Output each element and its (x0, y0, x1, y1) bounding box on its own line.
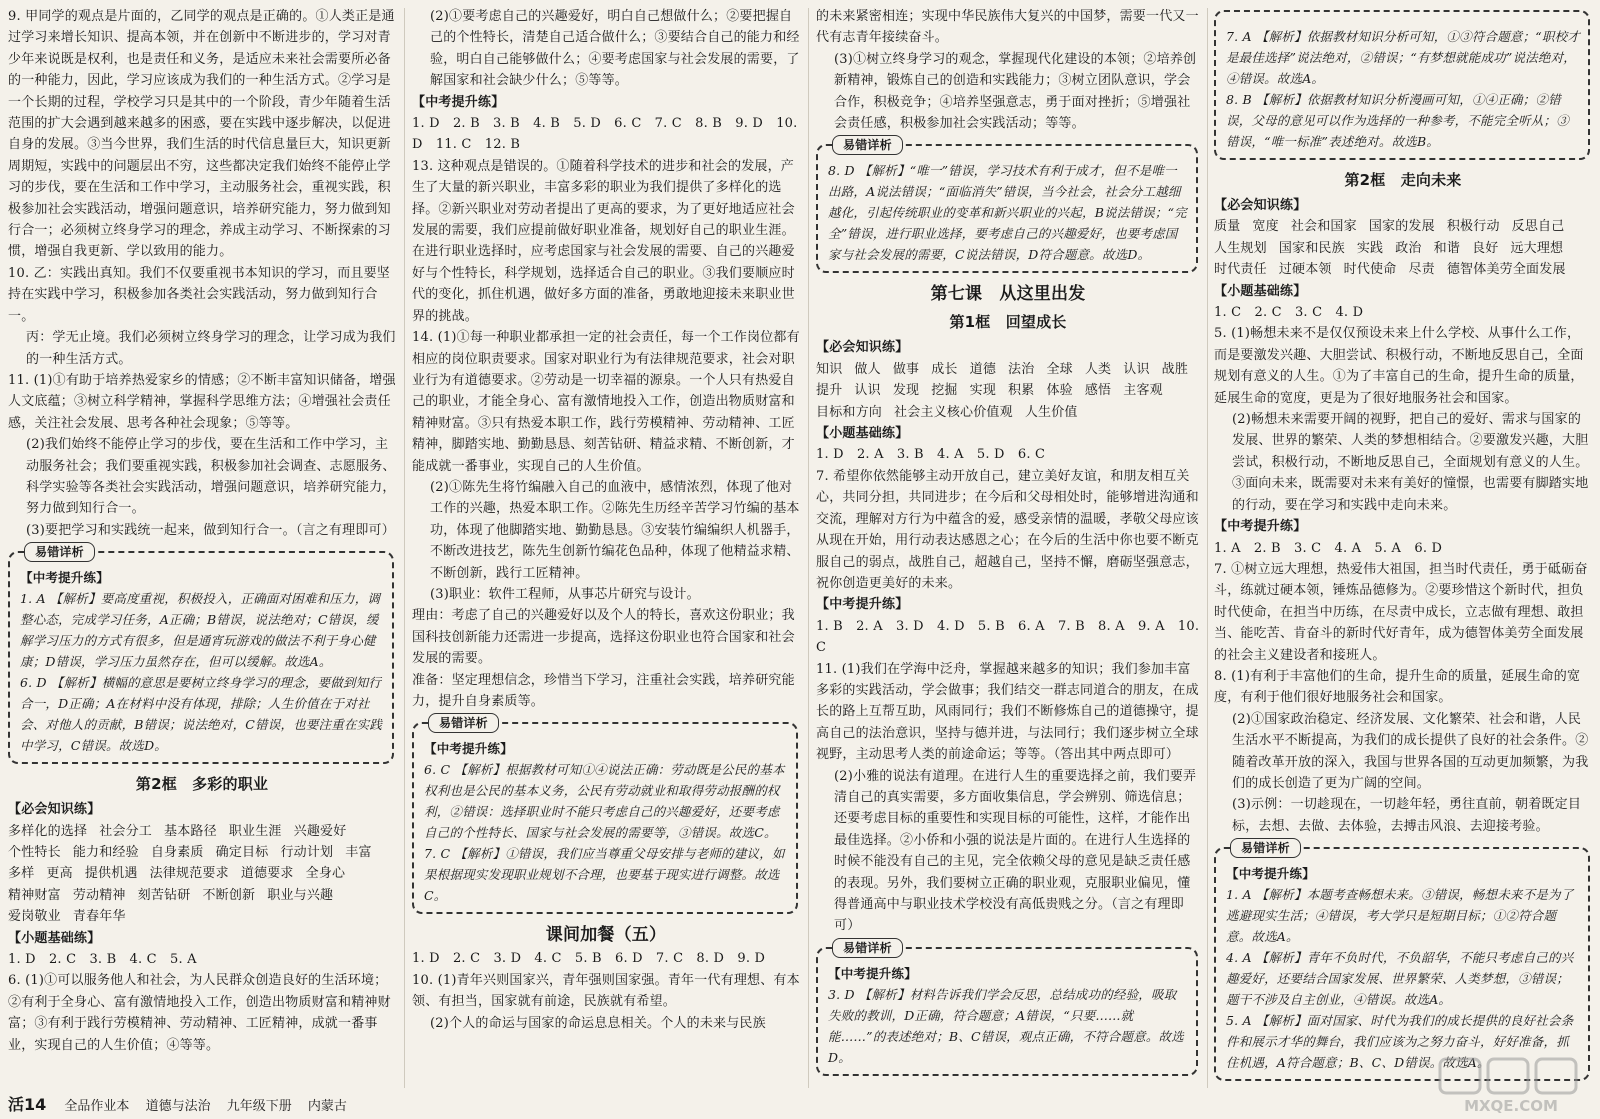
box-answer-4: 4. A 【解析】青年不负时代，不负韶华，不能只考虑自己的兴趣爱好，还要结合国家发展、世界繁荣、人类梦想，③错误；题干不涉及自主创业，④错误。故选A。 (1226, 950, 1574, 1008)
q14-answer-b: (2)①陈先生将竹编融入自己的血液中，感情浓烈，体现了他对工作的兴趣，热爱本职工作。②陈先生历经辛苦学习竹编的基本功，体现了他脚踏实地、勤勤恳恳。③安装竹编编织人机器手，不断改进技艺，陈先生创新竹编花色品种，体现了他精益求精、不断创新，践行工匠精神。 (430, 479, 800, 581)
q5-answer-a: 5. (1)畅想未来不是仅仅预设未来上什么学校、从事什么工作，而是要激发兴趣、大胆尝试、积极行动，不断地反思自己，全面规划有意义的人生。①为了丰富自己的生命，提升生命的质量，延展生命的宽度，更是为了很好地服务社会和国家。 (1214, 326, 1584, 406)
keyword: 多样 (8, 866, 35, 882)
keyword: 积累 (1008, 383, 1035, 399)
basic-answers: 1. D 2. C 3. B 4. C 5. A (8, 952, 197, 967)
advanced-practice-heading: 【中考提升练】 (1214, 519, 1307, 535)
error-analysis-box (1214, 841, 1590, 1081)
keyword: 全球 (1046, 361, 1073, 377)
q14-answer-c: (3)职业：软件工程师，从事芯片研究与设计。 (430, 586, 700, 602)
keyword: 成长 (931, 361, 958, 377)
q6-answer: 6. (1)①可以服务他人和社会，为人民群众创造良好的生活环境；②有利于全身心、富有激情地投入工作，创造出物质财富和精神财富；③有利于践行劳模精神、劳动精神、工匠精神，成就一番事业，实现自己的人生价值；④等等。 (8, 973, 391, 1053)
q7-answer: 7. 希望你依然能够主动开放自己，建立美好友谊，和朋友相互关心，共同分担，共同进步；在今后和父母相处时，能够增进沟通和交流，理解对方行为中蕴含的爱，感受亲情的温暖，孝敬父母应该从现在开始，用行动表达感恩之心；在今后的生活中你也要不断克服自己的弱点，战胜自己，超越自己，坚持不懈，磨砺坚强意志，祝你创造更美好的未来。 (816, 468, 1199, 591)
box-heading: 【中考提升练】 (828, 965, 917, 981)
keyword: 全身心 (305, 866, 346, 882)
page-footer (8, 1094, 608, 1116)
keyword: 职业与兴趣 (267, 887, 334, 903)
box-heading: 【中考提升练】 (1226, 866, 1315, 882)
keyword: 质量 (1214, 219, 1241, 235)
box-answer-5: 5. A 【解析】面对国家、时代为我们的成长提供的良好社会条件和展示才华的舞台，我们应该为之努力奋斗，好好准备，抓住机遇，A符合题意；B、C、D错误。故选A。 (1226, 1013, 1574, 1071)
must-know-heading: 【必会知识练】 (1214, 198, 1307, 213)
q8-answer-b: (2)①国家政治稳定、经济发展、文化繁荣、社会和谐，人民生活水平不断提高，为我们的成长提供了良好的社会条件。②随着改革开放的深入，我国与世界各国的互动更加频繁，为我们的成长创造了更为广阔的空间。 (1232, 711, 1589, 791)
q14-answer-a: 14. (1)①每一种职业都承担一定的社会责任，每一个工作岗位都有相应的岗位职责要求。国家对职业行为有法律规范要求，社会对职业行为有道德要求。②劳动是一切幸福的源泉。一个人只有热爱自己的职业，才能全身心、富有激情地投入工作，创造出物质财富和精神财富。③只有热爱本职工作，践行劳模精神、劳动精神、工匠精神，脚踏实地、勤勤恳恳、刻苦钻研、精益求精、不断创新，才能成就一番事业，实现自己的人生价值。 (412, 330, 800, 474)
keyword: 社会和国家 (1290, 219, 1357, 235)
keyword: 更高 (46, 866, 73, 882)
advanced-practice-heading: 【中考提升练】 (412, 94, 505, 110)
q5-answer-b: (2)畅想未来需要开阔的视野，把自己的爱好、需求与国家的发展、世界的繁荣、人类的梦想相结合。②要激发兴趣，大胆尝试，积极行动，不断地反思自己，全面规划有意义的人生。③面向未来，既需要对未来有美好的憧憬，也需要有脚踏实地的行动，要在学习和实践中走向未来。 (1232, 412, 1589, 513)
keyword: 职业生涯 (228, 823, 282, 839)
keyword: 提供机遇 (84, 866, 138, 882)
keyword: 个性特长 (8, 844, 61, 860)
column-divider (1207, 8, 1208, 1088)
section-title: 第2框 多彩的职业 (135, 775, 269, 794)
error-analysis-box (816, 138, 1198, 273)
keyword: 尽责 (1408, 262, 1435, 278)
column-1 (8, 6, 396, 1092)
series-name: 全品作业本 (64, 1099, 130, 1114)
keyword: 基本路径 (164, 823, 217, 839)
q8-answer-a: 8. (1)有利于丰富他们的生命，提升生命的质量，延展生命的宽度，有利于他们很好地服务社会和国家。 (1214, 668, 1581, 706)
keyword: 人生规划 (1214, 240, 1267, 256)
must-know-heading: 【必会知识练】 (8, 802, 101, 818)
error-analysis-tab: 易错详析 (832, 135, 903, 155)
keyword: 感悟 (1084, 383, 1112, 399)
advanced-answers: 1. D 2. B 3. B 4. B 5. D 6. C 7. C 8. B 9. D 10. D 11. C 12. B (412, 116, 798, 153)
keyword: 时代责任 (1214, 262, 1267, 278)
basic-practice-heading: 【小题基础练】 (8, 930, 101, 946)
keyword: 认识 (1123, 361, 1150, 377)
page-number: 活14 (8, 1095, 47, 1114)
q10-answer-b: (2)个人的命运与国家的命运息息相关。个人的未来与民族 (430, 1015, 766, 1031)
keyword: 知识 (816, 361, 843, 377)
keyword: 兴趣爱好 (293, 823, 347, 839)
box-answer-6: 6. D 【解析】横幅的意思是要树立终身学习的理念，要做到知行合一，D正确；A在材料中没有体现，排除；人生价值在于对社会、对他人的贡献，B错误；说法绝对，C错误，也要注重在实践中学习，C错误。故选D。 (20, 675, 383, 754)
keyword: 良好 (1472, 240, 1499, 256)
q10-answer: 10. 乙：实践出真知。我们不仅要重视书本知识的学习，而且要坚持在实践中学习，积极参加各类社会实践活动，努力做到知行合一。 (8, 265, 391, 324)
basic-answers: 1. C 2. C 3. C 4. D (1214, 305, 1364, 321)
column-divider (808, 8, 809, 1088)
grade-name: 九年级下册 (226, 1099, 292, 1114)
keyword: 远大理想 (1510, 240, 1564, 256)
q6-answer-2: (2)①要考虑自己的兴趣爱好，明白自己想做什么；②要把握自己的个性特长，清楚自己适合做什么；③要结合自己的能力和经验，明白自己能够做什么；④要考虑国家与社会发展的需要，了解国家和社会缺少什么；⑤等等。 (430, 9, 800, 89)
keyword: 过硬本领 (1278, 262, 1332, 278)
q11-answer-a: 11. (1)①有助于培养热爱家乡的情感；②不断丰富知识储备，增强人文底蕴；③树立科学精神，掌握科学思维方法；④增强社会责任感，关注社会发展、思考各种社会现象；⑤等等。 (8, 372, 396, 431)
keyword: 劳动精神 (72, 887, 126, 903)
error-analysis-box (816, 940, 1198, 1076)
keyword: 提升 (816, 383, 843, 399)
keyword: 法律规范要求 (149, 866, 229, 882)
section-title: 第1框 回望成长 (949, 313, 1067, 332)
column-divider (404, 8, 405, 1088)
keyword: 做人 (854, 361, 881, 377)
box-answer-7: 7. C 【解析】①错误，我们应当尊重父母安排与老师的建议，如果根据现实发现职业规划不合理，也要基于现实进行调整。故选C。 (424, 846, 785, 904)
box-answer-1: 1. A 【解析】要高度重视，积极投入，正确面对困难和压力，调整心态，完成学习任务，A正确；B错误，说法绝对；C错误，缓解学习压力的方式有很多，但是通宵玩游戏的做法不利于身心健康；D错误，学习压力虽然存在，但可以缓解。故选A。 (20, 591, 381, 670)
section-title: 课间加餐（五） (545, 925, 667, 946)
q11-answer-a: 11. (1)我们在学海中泛舟，掌握越来越多的知识；我们参加丰富多彩的实践活动，学会做事；我们结交一群志同道合的朋友，在成长的路上互帮互助，风雨同行；我们不断修炼自己的道德操守，提高自己的法治意识，坚持与德并进，与法同行；我们逐步树立全球视野，主动思考人类的前途命运；等等。（答出其中两点即可） (816, 661, 1199, 763)
box-answer-8: 8. D 【解析】“唯一”错误，学习技术有利于成才，但不是唯一出路，A说法错误；“面临消失”错误，当今社会，社会分工越细越化，引起传统职业的变革和新兴职业的兴起，B说法错误；“完全”错误，进行职业选择，要考虑自己的兴趣爱好，也要考虑国家与社会发展的需要，C说法错误，D符合题意。故选D。 (828, 163, 1187, 263)
watermark-shape-icon (1488, 1059, 1528, 1093)
keyword: 战胜 (1161, 361, 1189, 377)
q9-answer: 9. 甲同学的观点是片面的，乙同学的观点是正确的。①人类正是通过学习来增长知识、提高本领，并在创新中不断进步的，学习对青少年来说既是权利，也是责任和义务，是适应未来社会需要所必备的一种能力，因此，学习应该成为我们的一种生活方式。②学习是一个长期的过程，学校学习只是其中的一个阶段，青少年随着生活范围的扩大会遇到越来越多的困惑，要在实践中逐步解决，以促进自身的发展。③当今世界，我们生活的时代信息量巨大，知识更新周期短，实践中的问题层出不穷，这些都决定我们始终不能停止学习的步伐，要在生活和工作中学习，主动服务社会，重视实践，积极参加社会实践活动，增强问题意识，培养研究能力，努力做到知行合一；必须树立终身学习的理念，养成主动学习、不断探索的习惯，增强自我更新、学以致用的能力。 (8, 9, 395, 260)
keyword: 人生价值 (1024, 404, 1078, 420)
keyword-list (1214, 216, 1592, 280)
box-answer-8: 8. B 【解析】依据教材知识分析漫画可知，①④正确；②错误，父母的意见可以作为选择的一种参考，不能完全听从；③错误，“唯一标准”表述绝对。故选B。 (1226, 92, 1569, 149)
keyword: 道德要求 (240, 866, 294, 882)
error-analysis-box (412, 716, 798, 914)
error-analysis-box-top (1214, 10, 1590, 160)
box-answer-7: 7. A 【解析】依据教材知识分析可知，①③符合题意；“职校才是最佳选择”说法绝对，②错误；“有梦想就能成功”说法绝对，④错误。故选A。 (1226, 29, 1580, 86)
error-analysis-tab: 易错详析 (832, 938, 903, 958)
advanced-practice-heading: 【中考提升练】 (816, 597, 909, 613)
keyword: 实现 (969, 383, 997, 399)
q10-answer-b: 丙：学无止境。我们必须树立终身学习的理念，让学习成为我们的一种生活方式。 (26, 330, 396, 367)
keyword: 宽度 (1252, 219, 1279, 235)
q10-answer-c: (3)①树立终身学习的观念，掌握现代化建设的本领；②培养创新精神，锻炼自己的创造和实践能力；③树立团队意识，学会合作，积极竞争；④培养坚强意志，勇于面对挫折；⑤增强社会责任感，积极参加社会实践活动；等等。 (834, 51, 1197, 132)
keyword: 自身素质 (150, 844, 204, 860)
q14-answer-d: 理由：考虑了自己的兴趣爱好以及个人的特长，喜欢这份职业；我国科技创新能力还需进一步提高，选择这份职业也符合国家和社会发展的需要。 (412, 608, 795, 667)
keyword-list (8, 821, 396, 928)
error-analysis-box (8, 545, 394, 764)
section-title: 第2框 走向未来 (1344, 171, 1462, 189)
keyword-list (816, 359, 1200, 423)
keyword: 实践 (1356, 240, 1384, 256)
keyword: 能力和经验 (72, 844, 139, 860)
keyword: 爱岗敬业 (8, 909, 61, 925)
break-answers: 1. D 2. C 3. D 4. C 5. B 6. D 7. C 8. D 9. D (412, 951, 766, 967)
q10-answer-cont: 的未来紧密相连；实现中华民族伟大复兴的中国梦，需要一代又一代有志青年接续奋斗。 (816, 9, 1199, 46)
keyword: 国家和民族 (1278, 240, 1345, 256)
error-analysis-tab: 易错详析 (428, 713, 499, 733)
keyword: 多样化的选择 (8, 823, 88, 839)
keyword: 青春年华 (72, 909, 126, 925)
q7-answer: 7. ①树立远大理想，热爱伟大祖国，担当时代责任，勇于砥砺奋斗，练就过硬本领，锤炼品德修为。②要珍惜这个新时代，担负时代使命，在担当中历练，在尽责中成长，立志做有理想、敢担当、能吃苦、肯奋斗的新时代好青年，成为德智体美劳全面发展的社会主义建设者和接班人。 (1214, 561, 1588, 663)
keyword: 德智体美劳全面发展 (1446, 262, 1566, 278)
box-heading: 【中考提升练】 (424, 741, 513, 757)
column-3 (816, 6, 1200, 1092)
keyword: 认识 (854, 383, 881, 399)
box-answer-6: 6. C 【解析】根据教材可知①④说法正确：劳动既是公民的基本权利也是公民的基本义务，公民有劳动就业和取得劳动报酬的权利，②错误：选择职业时不能只考虑自己的兴趣爱好，还要考虑自己的个性特长、国家与社会发展的需要等，③错误。故选C。 (424, 762, 785, 841)
keyword: 丰富 (345, 844, 372, 860)
keyword: 政治 (1395, 240, 1422, 256)
keyword: 确定目标 (215, 844, 269, 860)
q13-answer: 13. 这种观点是错误的。①随着科学技术的进步和社会的发展，产生了大量的新兴职业，丰富多彩的职业为我们提供了多样化的选择。②新兴职业对劳动者提出了更高的要求，为了更好地适应社会发展的需要，我们应提前做好职业准备，规划好自己的职业生涯。在进行职业选择时，应考虑国家与社会发展的需要、自己的兴趣爱好与个性特长，科学规划，选择适合自己的职业。③我们要顺应时代的变化，抓住机遇，做好多方面的准备，勇敢地迎接未来职业世界的挑战。 (412, 158, 795, 324)
basic-practice-heading: 【小题基础练】 (816, 426, 909, 442)
watermark-shape-icon (1536, 1059, 1576, 1093)
keyword: 道德 (969, 361, 997, 377)
keyword: 和谐 (1433, 240, 1461, 256)
watermark-shape-icon (1440, 1059, 1480, 1093)
q14-answer-e: 准备：坚定理想信念，珍惜当下学习，注重社会实践，培养研究能力，提升自身素质等。 (412, 672, 795, 709)
keyword: 时代使命 (1343, 262, 1397, 278)
keyword: 社会主义核心价值观 (894, 404, 1013, 420)
advanced-answers: 1. B 2. A 3. D 4. D 5. B 6. A 7. B 8. A 9. A 10. C (816, 618, 1200, 656)
region-name: 内蒙古 (307, 1099, 347, 1114)
error-analysis-tab: 易错详析 (24, 542, 95, 562)
q10-answer-a: 10. (1)青年兴则国家兴，青年强则国家强。青年一代有理想、有本领、有担当，国家就有前途，民族就有希望。 (412, 972, 800, 1010)
subject-name: 道德与法治 (145, 1099, 211, 1114)
box-heading: 【中考提升练】 (20, 570, 109, 586)
keyword: 反思自己 (1511, 219, 1565, 235)
keyword: 国家的发展 (1368, 219, 1435, 235)
keyword: 积极行动 (1446, 219, 1500, 235)
keyword: 法治 (1008, 361, 1035, 377)
keyword: 目标和方向 (816, 404, 883, 420)
column-4 (1214, 6, 1592, 1092)
keyword: 刻苦钻研 (137, 887, 191, 903)
lesson-title: 第七课 从这里出发 (930, 284, 1086, 305)
error-analysis-tab: 易错详析 (1230, 838, 1301, 858)
box-answer-3: 3. D 【解析】材料告诉我们学会反思，总结成功的经验，吸取失败的教训，D正确，符合题意；A错误，“只要……就能……”的表述绝对；B、C错误，观点正确，不符合题意。故选D。 (828, 986, 1184, 1065)
must-know-heading: 【必会知识练】 (816, 340, 909, 356)
watermark-logo (1436, 1055, 1586, 1115)
keyword: 人类 (1084, 361, 1112, 377)
basic-practice-heading: 【小题基础练】 (1214, 283, 1307, 299)
q11-answer-c: (3)要把学习和实践统一起来，做到知行合一。（言之有理即可） (26, 522, 395, 538)
keyword: 不断创新 (202, 887, 256, 903)
advanced-answers: 1. A 2. B 3. C 4. A 5. A 6. D (1214, 540, 1443, 556)
q8-answer-c: (3)示例：一切趁现在，一切趁年轻，勇往直前，朝着既定目标，去想、去做、去体验，去搏击风浪、去迎接考验。 (1232, 797, 1582, 834)
q11-answer-b: (2)我们始终不能停止学习的步伐，要在生活和工作中学习，主动服务社会；我们要重视实践，积极参加社会调查、志愿服务、科学实验等各类社会实践活动，增强问题意识，培养研究能力，努力做到知行合一。 (26, 437, 396, 517)
column-2 (412, 6, 800, 1092)
keyword: 行动计划 (280, 844, 334, 860)
keyword: 发现 (892, 383, 920, 399)
q11-answer-b: (2)小雅的说法有道理。在进行人生的重要选择之前，我们要弄清自己的真实需要，多方面收集信息，学会辨别、筛选信息；还要考虑目标的重要性和实现目标的可能性，这样，才能作出最佳选择。②小侨和小强的说法是片面的。在进行人生选择的时候不能没有自己的主见，完全依赖父母的意见是缺乏责任感的表现。另外，我们要树立正确的职业观，克服职业偏见，懂得普通高中与职业技术学校没有高低贵贱之分。（言之有理即可） (834, 768, 1197, 934)
keyword: 精神财富 (8, 887, 61, 903)
basic-answers: 1. D 2. A 3. B 4. A 5. D 6. C (816, 447, 1046, 463)
keyword: 主客观 (1123, 383, 1163, 399)
keyword: 挖掘 (931, 383, 958, 399)
keyword: 做事 (892, 361, 920, 377)
box-answer-1: 1. A 【解析】本题考查畅想未来。③错误，畅想未来不是为了逃避现实生活；④错误，考大学只是短期目标；①②符合题意。故选A。 (1226, 887, 1574, 945)
keyword: 社会分工 (99, 823, 153, 839)
keyword: 体验 (1046, 383, 1073, 399)
watermark-text: MXQE.COM (1464, 1097, 1558, 1115)
